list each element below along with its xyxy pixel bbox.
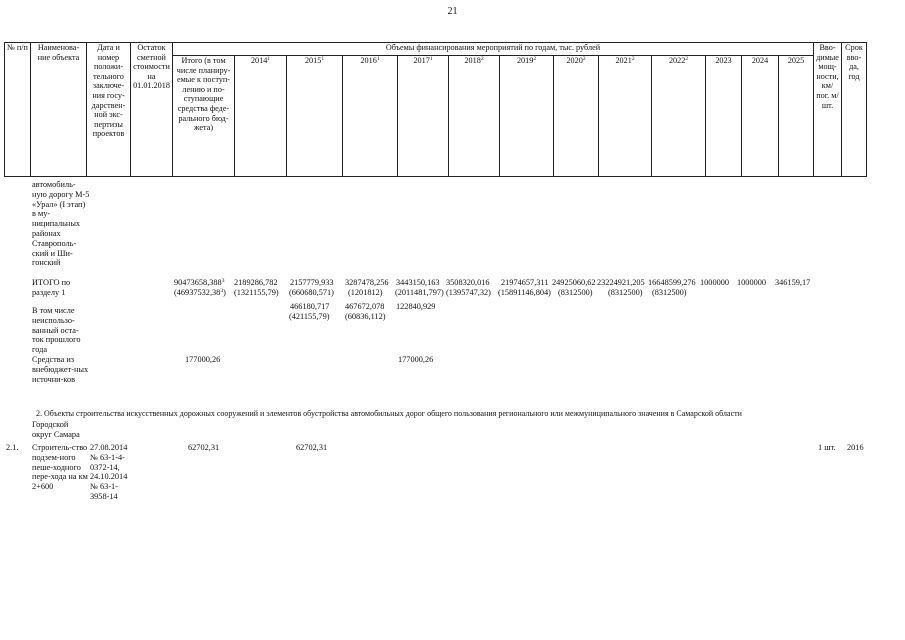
total-row-2016: 3287478,256 [345,278,389,287]
item-2-1-total: 62702,31 [188,443,220,452]
header-year-2020: 2020$^2$ [553,55,598,177]
item-2-1-2015: 62702,31 [296,443,328,452]
total-row-2025: 346159,17 [775,278,811,287]
total-row-2023: 1000000 [700,278,730,287]
header-total: Итого (в том числе планиру-емые к поступ-лению и по-ступающие средства феде-рального бюд-жета) [172,55,234,177]
header-funding-group: Объемы финансирования мероприятий по годам, тыс. рублей [172,42,813,55]
section-2-title: 2. Объекты строительства искусственных дорожных сооружений и элементов обустройства автомобильных дорог общего пользования регионального или межмуниципального значения в Самарской области [36,409,742,418]
total-row-2018: 3508320,016 [446,278,490,287]
header-date: Дата и номер положи-тельного заключе-ния госу-дарствен-ной экс-пертизы проектов [86,42,130,177]
total-row-total: 90473658,388$^3$ [174,278,225,287]
item-2-1-number: 2.1. [6,443,19,452]
total-row-2015-federal: (660680,571) [289,288,334,297]
total-row-2014-federal: (1321155,79) [234,288,279,297]
unused-row-label: В том числе неиспользо-ванный оста-ток прошлого года [32,306,81,355]
table-header [4,42,867,177]
total-row-2015: 2157779,933 [290,278,334,287]
offbudget-row-label: Средства из внебюджет-ных источни-ков [32,355,89,384]
header-year-2017: 2017$^1$ [397,55,448,177]
total-row-2024: 1000000 [737,278,767,287]
offbudget-row-2017: 177000,26 [398,355,434,364]
header-year-2015: 2015$^1$ [286,55,342,177]
header-year-2023: 2023 [705,55,741,177]
total-row-2014: 2189286,782 [234,278,278,287]
total-row-2019: 21974657,311 [501,278,549,287]
total-row-2018-federal: (1395747,32) [446,288,491,297]
item-2-1-capacity: 1 шт. [818,443,836,452]
header-name: Наименова-ние объекта [30,42,86,177]
header-capacity: Вво-димые мощ-ности, км/ пог. м/шт. [813,42,841,177]
header-year-2021: 2021$^2$ [598,55,651,177]
header-term: Срок вво-да, год [841,42,867,177]
total-row-2020: 24925060,62 [552,278,596,287]
unused-row-2016-federal: (60836,112) [345,312,386,321]
page-number: 21 [447,6,458,17]
total-row-label: ИТОГО по разделу 1 [32,278,71,297]
item-2-1-date: 27.08.2014 № 63-1-4-0372-14, 24.10.2014 № 63-1-3958-14 [90,443,128,501]
header-year-2024: 2024 [741,55,778,177]
header-year-2025: 2025 [778,55,813,177]
total-row-total-federal: (46937532,38$^3$) [174,288,226,297]
total-row-2019-federal: (15891146,804) [498,288,551,297]
header-balance: Остаток сметной стоимости на 01.01.2018 [130,42,172,177]
header-year-2014: 2014$^1$ [234,55,286,177]
header-year-2016: 2016$^1$ [342,55,397,177]
offbudget-row-total: 177000,26 [185,355,221,364]
header-year-2022: 2022$^2$ [651,55,705,177]
total-row-2017: 3443150,163 [396,278,440,287]
header-num: № п/п [4,42,30,177]
total-row-2020-federal: (8312500) [558,288,593,297]
unused-row-2016: 467672,078 [345,302,385,311]
district-label: Городской округ Самара [32,420,80,439]
total-row-2021-federal: (8312500) [608,288,643,297]
total-row-2017-federal: (2011481,797) [395,288,444,297]
unused-row-2015: 466180,717 [290,302,330,311]
item-2-1-term: 2016 [847,443,864,452]
total-row-2021: 23224921,205 [597,278,645,287]
continued-object-name: автомобиль-ную дорогу М-5 «Урал» (I этап) в му-ниципальных районах Ставрополь-ский и Ши-гонский [32,180,90,268]
header-year-2019: 2019$^2$ [499,55,553,177]
item-2-1-name: Строитель-ство подзем-ного пеше-ходного пере-хода на км 2+600 [32,443,88,492]
total-row-2022: 16648599,276 [648,278,696,287]
unused-row-2017: 122840,929 [396,302,436,311]
total-row-2022-federal: (8312500) [652,288,687,297]
total-row-2016-federal: (1201812) [348,288,383,297]
unused-row-2015-federal: (421155,79) [289,312,330,321]
header-year-2018: 2018$^2$ [448,55,499,177]
